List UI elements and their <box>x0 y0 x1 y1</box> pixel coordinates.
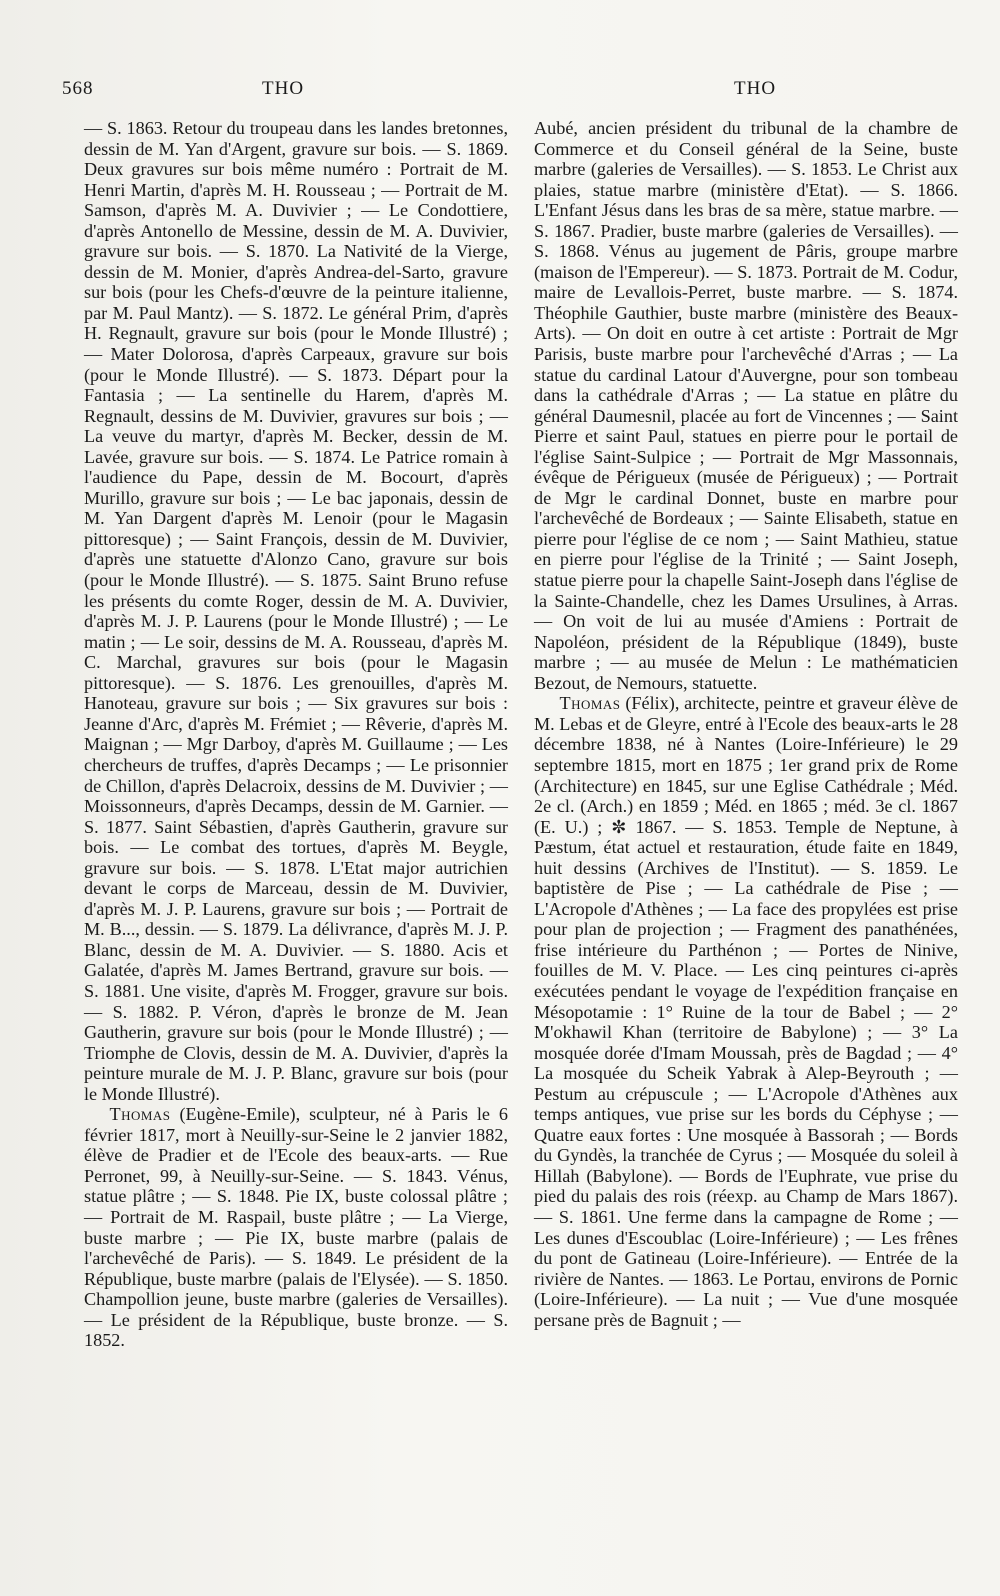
entry-thomas-felix <box>534 693 958 1330</box>
left-column <box>84 118 508 1351</box>
entry-text: (Eugène-Emile), sculpteur, né à Paris le 6 février 1817, mort à Neuilly-sur-Seine le 2 janvier 1882, élève de Pradier et de l'Ecole des beaux-arts. — Rue Perronet, 99, à Neuilly-sur-Seine. — S. 1843. Vénus, statue plâtre ; — S. 1848. Pie IX, buste colossal plâtre ; — Portrait de M. Raspail, buste plâtre ; — La Vierge, buste marbre ; — Pie IX, buste marbre (palais de l'archevêché de Paris). — S. 1849. Le président de la République, buste marbre (palais de l'Elysée). — S. 1850. Champollion jeune, buste marbre (galeries de Versailles). — Le président de la République, buste bronze. — S. 1852. <box>84 1104 508 1351</box>
running-head-left: THO <box>262 78 305 99</box>
entry-text: (Félix), architecte, peintre et graveur élève de M. Lebas et de Gleyre, entré à l'Ecole des beaux-arts le 28 décembre 1838, né à Nantes (Loire-Inférieure) le 29 septembre 1815, mort en 1875 ; 1er grand prix de Rome (Architecture) en 1845, sur une Eglise Cathédrale ; Méd. 2e cl. (Arch.) en 1859 ; Méd. en 1865 ; méd. 3e cl. 1867 (E. U.) ; ✼ 1867. — S. 1853. Temple de Neptune, à Pæstum, état actuel et restauration, étude faite en 1849, huit dessins (Archives de l'Institut). — S. 1859. Le baptistère de Pise ; — La cathédrale de Pise ; — L'Acropole d'Athènes ; — La face des propylées est prise pour plan de projection ; — Fragment des panathénées, frise intérieure du Parthénon ; — Portes de Ninive, fouilles de M. V. Place. — Les cinq peintures ci-après exécutées pendant le voyage de l'expédition française en Mésopotamie : 1° Ruine de la tour de Babel ; — 2° M'okhawil Khan (territoire de Babylone) ; — 3° La mosquée dorée d'Imam Moussah, près de Bagdad ; — 4° La mosquée du Scheik Yabrak à Alep-Beyrouth ; — Pestum au crépuscule ; — L'Acropole d'Athènes aux temps antiques, vue prise sur les bords du Céphyse ; — Quatre eaux fortes : Une mosquée à Bassorah ; — Bords du Gyndès, la tranchée de Cyrus ; — Mosquée du soleil à Hillah (Babylone). — Bords de l'Euphrate, vue prise du pied du palais des rois (réexp. au Champ de Mars 1867). — S. 1861. Une ferme dans la campagne de Rome ; — Les dunes d'Escoublac (Loire-Inférieure) ; — Les frênes du pont de Gatineau (Loire-Inférieure). — Entrée de la rivière de Nantes. — 1863. Le Portau, environs de Pornic (Loire-Inférieure). — La nuit ; — Vue d'une mosquée persane près de Bagnuit ; — <box>534 693 958 1330</box>
right-column <box>534 118 958 1330</box>
entry-name: Thomas <box>559 693 621 714</box>
entry-name: Thomas <box>109 1104 171 1125</box>
running-head-right: THO <box>734 78 777 99</box>
entry-thomas-eugene <box>84 1104 508 1351</box>
page-header <box>62 78 962 104</box>
entry-continuation-right: Aubé, ancien président du tribunal de la chambre de Commerce et du Conseil général de la Seine, buste marbre (galeries de Versailles). — S. 1853. Le Christ aux plaies, statue marbre (ministère d'Etat). — S. 1866. L'Enfant Jésus dans les bras de sa mère, statue marbre. — S. 1867. Pradier, buste marbre (galeries de Versailles). — S. 1868. Vénus au jugement de Pâris, groupe marbre (maison de l'Empereur). — S. 1873. Portrait de M. Codur, maire de Levallois-Perret, buste marbre. — S. 1874. Théophile Gauthier, buste marbre (ministère des Beaux-Arts). — On doit en outre à cet artiste : Portrait de Mgr Parisis, buste marbre pour l'archevêché d'Arras ; — La statue du cardinal Latour d'Auvergne, pour son tombeau dans la cathédrale d'Arras ; — La statue en plâtre du général Daumesnil, placée au fort de Vincennes ; — Saint Pierre et saint Paul, statues en pierre pour le portail de l'église Saint-Sulpice ; — Portrait de Mgr Massonnais, évêque de Périgueux (musée de Périgueux) ; — Portrait de Mgr le cardinal Donnet, buste en marbre pour l'archevêché de Bordeaux ; — Sainte Elisabeth, statue en pierre pour l'église de ce nom ; — Saint Mathieu, statue en pierre pour l'église de la Trinité ; — Saint Joseph, statue pierre pour la chapelle Saint-Joseph dans l'église de la Sainte-Chandelle, chez les Dames Ursulines, à Arras. — On voit de lui au musée d'Amiens : Portrait de Napoléon, président de la République (1849), buste marbre ; — au musée de Melun : Le mathématicien Bezout, de Nemours, statuette. <box>534 118 958 693</box>
entry-continuation: — S. 1863. Retour du troupeau dans les landes bretonnes, dessin de M. Yan d'Argent, gravure sur bois. — S. 1869. Deux gravures sur bois même numéro : Portrait de M. Henri Martin, d'après M. H. Rousseau ; — Portrait de M. Samson, d'après M. A. Duvivier ; — Le Condottiere, d'après Antonello de Messine, dessin de M. A. Duvivier, gravure sur bois. — S. 1870. La Nativité de la Vierge, dessin de M. Monier, d'après Andrea-del-Sarto, gravure sur bois (pour les Chefs-d'œuvre de la peinture italienne, par M. Paul Mantz). — S. 1872. Le général Prim, d'après H. Regnault, gravure sur bois (pour le Monde Illustré) ; — Mater Dolorosa, d'après Carpeaux, gravure sur bois (pour le Monde Illustré). — S. 1873. Départ pour la Fantasia ; — La sentinelle du Harem, d'après M. Regnault, dessins de M. Duvivier, gravures sur bois ; — La veuve du martyr, d'après M. Becker, dessin de M. Lavée, gravure sur bois. — S. 1874. Le Patrice romain à l'audience du Pape, dessin de M. Bocourt, d'après Murillo, gravure sur bois ; — Le bac japonais, dessin de M. Yan Dargent d'après M. Lenoir (pour le Magasin pittoresque) ; — Saint François, dessin de M. Duvivier, d'après une statuette d'Alonzo Cano, gravure sur bois (pour le Monde Illustré). — S. 1875. Saint Bruno refuse les présents du comte Roger, dessin de M. A. Duvivier, d'après M. J. P. Laurens (pour le Monde Illustré) ; — Le matin ; — Le soir, dessins de M. A. Rousseau, d'après M. C. Marchal, gravures sur bois (pour le Magasin pittoresque). — S. 1876. Les grenouilles, d'après M. Hanoteau, gravure sur bois ; — Six gravures sur bois : Jeanne d'Arc, d'après M. Frémiet ; — Rêverie, d'après M. Maignan ; — Mgr Darboy, d'après M. Guillaume ; — Les chercheurs de truffes, d'après Decamps ; — Le prisonnier de Chillon, d'après Delacroix, dessins de M. Duvivier ; — Moissonneurs, d'après Decamps, dessin de M. Garnier. — S. 1877. Saint Sébastien, d'après Gautherin, gravure sur bois. — Le combat des tortues, d'après M. Beygle, gravure sur bois. — S. 1878. L'Etat major autrichien devant le corps de Marceau, dessin de M. Duvivier, d'après M. J. P. Laurens, gravure sur bois ; — Portrait de M. B..., dessin. — S. 1879. La délivrance, d'après M. J. P. Blanc, dessin de M. A. Duvivier. — S. 1880. Acis et Galatée, d'après M. James Bertrand, gravure sur bois. — S. 1881. Une visite, d'après M. Frogger, gravure sur bois. — S. 1882. P. Véron, d'après le bronze de M. Jean Gautherin, gravure sur bois (pour le Monde Illustré) ; — Triomphe de Clovis, dessin de M. A. Duvivier, d'après la peinture murale de M. J. P. Blanc, gravure sur bois (pour le Monde Illustré). <box>84 118 508 1104</box>
page-number: 568 <box>62 78 94 99</box>
